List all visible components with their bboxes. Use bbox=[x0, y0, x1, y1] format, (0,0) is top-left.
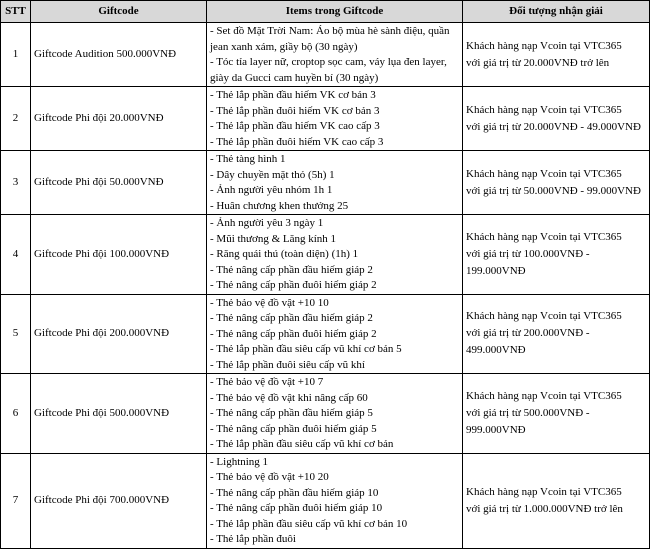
item-line: - Thẻ lắp phần đầu hiếm VK cao cấp 3 bbox=[210, 120, 380, 132]
row-target bbox=[463, 215, 650, 295]
row-giftcode: Giftcode Audition 500.000VNĐ bbox=[31, 23, 207, 87]
table-row bbox=[1, 294, 650, 374]
row-items bbox=[207, 87, 463, 151]
target-line: Khách hàng nạp Vcoin tại VTC365 bbox=[466, 389, 622, 402]
item-line: - Tóc tỉa layer nữ, croptop sọc cam, váy lụa đen layer, giày da Gucci cam huyền bí (30 ngày) bbox=[210, 56, 447, 84]
row-giftcode: Giftcode Phi đội 500.000VNĐ bbox=[31, 374, 207, 454]
header-giftcode: Giftcode bbox=[31, 1, 207, 23]
row-stt: 4 bbox=[1, 215, 31, 295]
item-line: - Thẻ nâng cấp phần đầu hiếm giáp 2 bbox=[210, 312, 373, 324]
header-stt: STT bbox=[1, 1, 31, 23]
row-target bbox=[463, 453, 650, 548]
item-line: - Thẻ nâng cấp phần đuôi hiếm giáp 5 bbox=[210, 422, 377, 435]
target-line: Khách hàng nạp Vcoin tại VTC365 bbox=[466, 167, 622, 180]
item-line: - Thẻ nâng cấp phần đuôi hiếm giáp 2 bbox=[210, 327, 377, 340]
row-target bbox=[463, 374, 650, 454]
target-line: Khách hàng nạp Vcoin tại VTC365 bbox=[466, 230, 622, 243]
item-line: - Thẻ lắp phần đầu siêu cấp vũ khí cơ bản 5 bbox=[210, 343, 402, 355]
item-line: - Lightning 1 bbox=[210, 455, 269, 468]
row-stt: 1 bbox=[1, 23, 31, 87]
target-line: 999.000VNĐ bbox=[466, 423, 526, 436]
row-target bbox=[463, 23, 650, 87]
item-line: - Set đồ Mặt Trời Nam: Áo bộ mùa hè sành điệu, quần jean xanh xám, giầy bộ (30 ngày) bbox=[210, 25, 450, 53]
item-line: - Thẻ nâng cấp phần đầu hiếm giáp 2 bbox=[210, 263, 373, 276]
target-line: với giá trị từ 20.000VNĐ trở lên bbox=[466, 56, 610, 69]
item-line: - Thẻ nâng cấp phần đuôi hiếm giáp 10 bbox=[210, 502, 383, 514]
item-line: - Thẻ bảo vệ đồ vật +10 7 bbox=[210, 376, 324, 388]
row-giftcode: Giftcode Phi đội 100.000VNĐ bbox=[31, 215, 207, 295]
row-giftcode: Giftcode Phi đội 700.000VNĐ bbox=[31, 453, 207, 548]
item-line: - Thẻ nâng cấp phần đầu hiếm giáp 10 bbox=[210, 486, 379, 499]
row-stt: 7 bbox=[1, 453, 31, 548]
table-row bbox=[1, 151, 650, 215]
item-line: - Thẻ bảo vệ đồ vật +10 10 bbox=[210, 296, 329, 309]
header-row bbox=[1, 1, 650, 23]
item-line: - Thẻ lắp phần đầu siêu cấp vũ khí cơ bản 10 bbox=[210, 517, 408, 530]
row-stt: 6 bbox=[1, 374, 31, 454]
item-line: - Thẻ bảo vệ đồ vật khi nâng cấp 60 bbox=[210, 391, 368, 404]
row-target bbox=[463, 294, 650, 374]
item-line: - Thẻ lắp phần đuôi hiếm VK cao cấp 3 bbox=[210, 135, 384, 148]
target-line: 499.000VNĐ bbox=[466, 344, 526, 357]
item-line: - Ảnh người yêu nhóm 1h 1 bbox=[210, 184, 333, 196]
item-line: - Thẻ tàng hình 1 bbox=[210, 153, 286, 165]
item-line: - Mũi thương & Lăng kính 1 bbox=[210, 232, 337, 245]
row-items bbox=[207, 23, 463, 87]
row-giftcode: Giftcode Phi đội 50.000VNĐ bbox=[31, 151, 207, 215]
item-line: - Thẻ nâng cấp phần đuôi hiếm giáp 2 bbox=[210, 279, 377, 291]
header-items: Items trong Giftcode bbox=[207, 1, 463, 23]
row-giftcode: Giftcode Phi đội 20.000VNĐ bbox=[31, 87, 207, 151]
table-row bbox=[1, 23, 650, 87]
row-target bbox=[463, 151, 650, 215]
table-row bbox=[1, 453, 650, 548]
row-items bbox=[207, 374, 463, 454]
target-line: Khách hàng nạp Vcoin tại VTC365 bbox=[466, 485, 622, 498]
item-line: - Thẻ nâng cấp phần đầu hiếm giáp 5 bbox=[210, 407, 373, 419]
target-line: với giá trị từ 100.000VNĐ - bbox=[466, 247, 590, 260]
row-giftcode: Giftcode Phi đội 200.000VNĐ bbox=[31, 294, 207, 374]
target-line: với giá trị từ 20.000VNĐ - 49.000VNĐ bbox=[466, 120, 641, 133]
row-items bbox=[207, 294, 463, 374]
row-stt: 3 bbox=[1, 151, 31, 215]
target-line: Khách hàng nạp Vcoin tại VTC365 bbox=[466, 39, 622, 52]
target-line: với giá trị từ 200.000VNĐ - bbox=[466, 327, 590, 340]
item-line: - Thẻ lắp phần đuôi hiếm VK cơ bản 3 bbox=[210, 104, 380, 117]
item-line: - Thẻ lắp phần đầu siêu cấp vũ khí cơ bản bbox=[210, 438, 394, 450]
row-stt: 5 bbox=[1, 294, 31, 374]
target-line: 199.000VNĐ bbox=[466, 264, 526, 277]
table-row bbox=[1, 215, 650, 295]
item-line: - Thẻ lắp phần đuôi siêu cấp vũ khí bbox=[210, 358, 365, 371]
table-row bbox=[1, 374, 650, 454]
target-line: Khách hàng nạp Vcoin tại VTC365 bbox=[466, 310, 622, 323]
item-line: - Thẻ lắp phần đầu hiếm VK cơ bản 3 bbox=[210, 89, 376, 101]
item-line: - Răng quái thú (toàn diện) (1h) 1 bbox=[210, 248, 359, 260]
item-line: - Ảnh người yêu 3 ngày 1 bbox=[210, 217, 324, 229]
table-row bbox=[1, 87, 650, 151]
item-line: - Huân chương khen thưởng 25 bbox=[210, 199, 349, 212]
item-line: - Thẻ bảo vệ đồ vật +10 20 bbox=[210, 471, 329, 483]
item-line: - Thẻ lắp phần đuôi bbox=[210, 533, 296, 545]
row-items bbox=[207, 151, 463, 215]
target-line: Khách hàng nạp Vcoin tại VTC365 bbox=[466, 103, 622, 116]
row-items bbox=[207, 215, 463, 295]
target-line: với giá trị từ 1.000.000VNĐ trở lên bbox=[466, 502, 623, 515]
row-stt: 2 bbox=[1, 87, 31, 151]
target-line: với giá trị từ 50.000VNĐ - 99.000VNĐ bbox=[466, 184, 641, 197]
row-target bbox=[463, 87, 650, 151]
header-target: Đối tượng nhận giải bbox=[463, 1, 650, 23]
target-line: với giá trị từ 500.000VNĐ - bbox=[466, 406, 590, 419]
item-line: - Dây chuyền mặt thỏ (5h) 1 bbox=[210, 168, 335, 181]
row-items bbox=[207, 453, 463, 548]
